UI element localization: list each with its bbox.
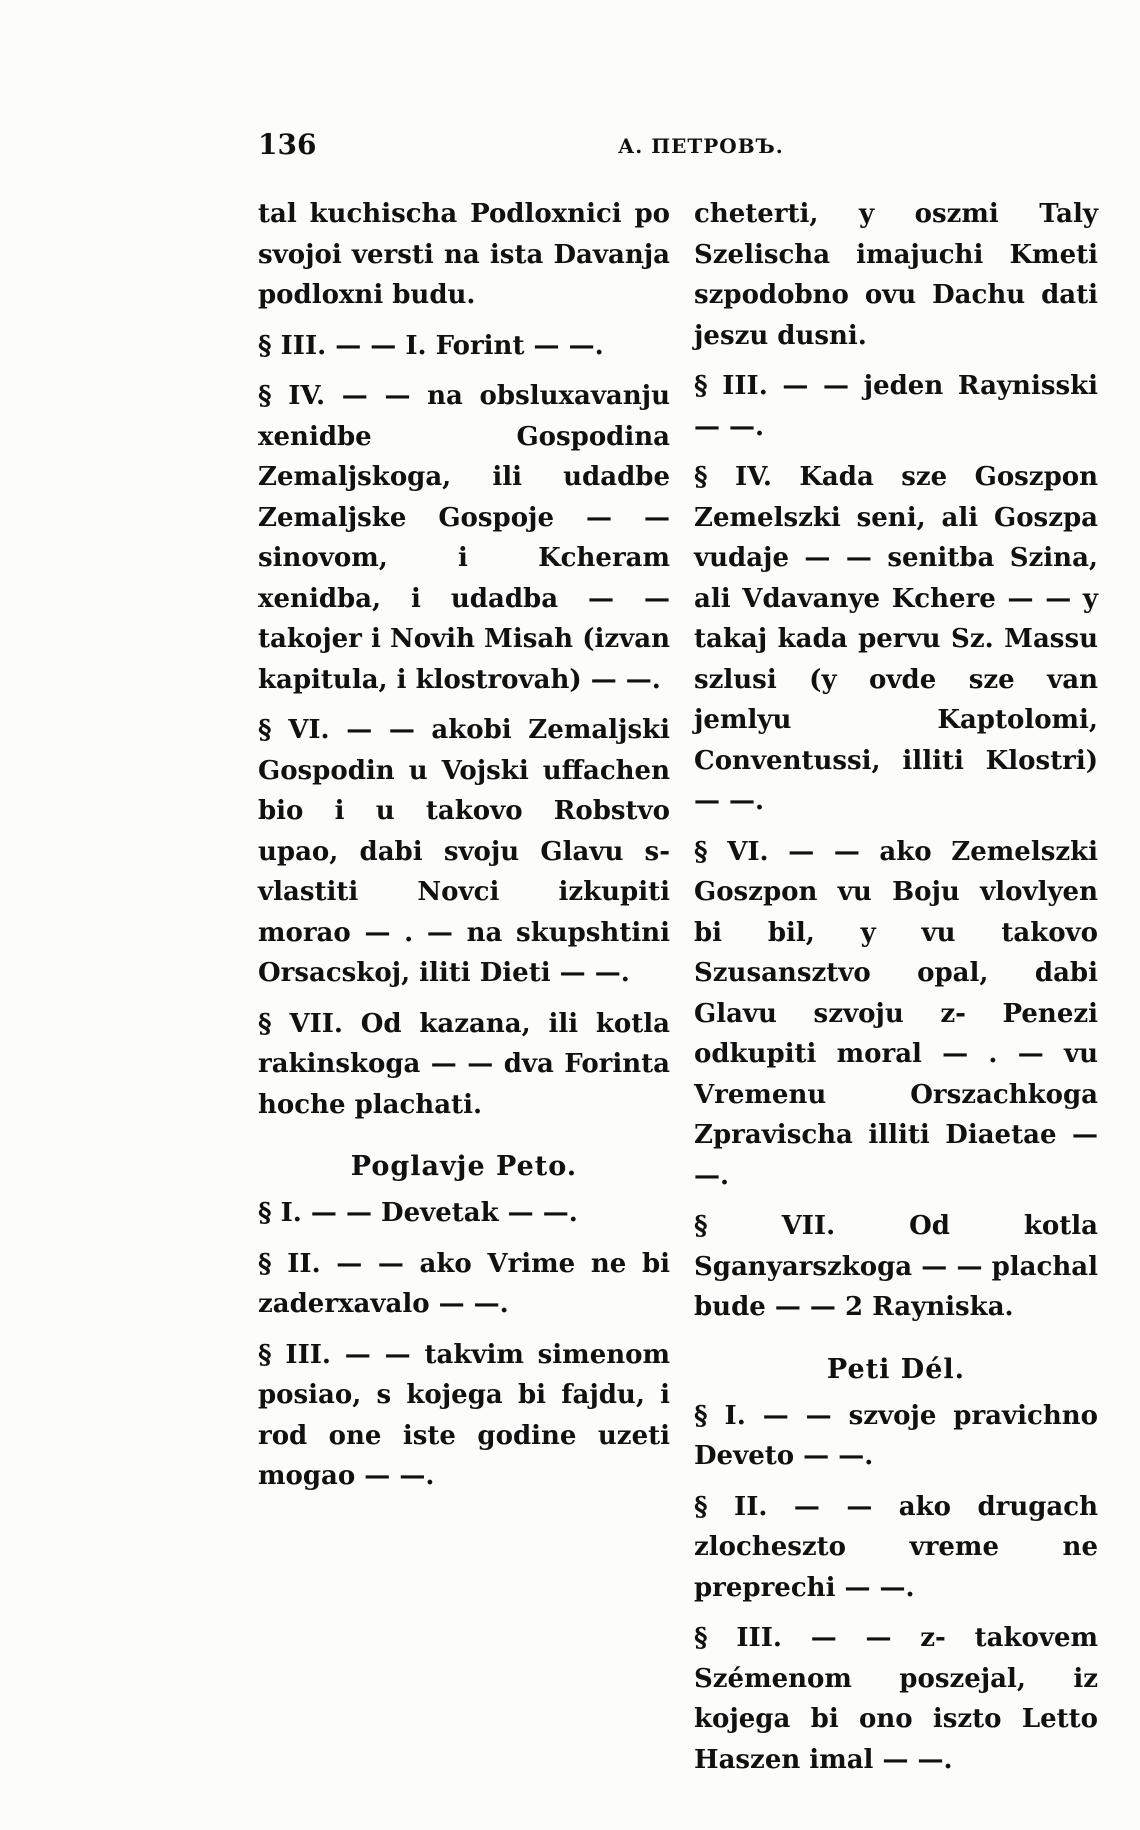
left-paragraph-4: § VI. — — akobi Zemaljski Gospodin u Vojski uffachen bio i u takovo Robstvo upao, dabi svoju Glavu s- vlastiti Novci izkupiti morao — . — na skupshtini Orsacskoj, iliti Dieti — —. <box>258 715 670 988</box>
left-section-heading: Poglavje Peto. <box>350 1151 578 1182</box>
left-column <box>258 194 670 1507</box>
left-paragraph-1: tal kuchischa Podloxnici po svojoi versti na ista Davanja podloxni budu. <box>258 199 670 310</box>
right-paragraph-5: § VII. Od kotla Sganyarszkoga — — plachal bude — — 2 Rayniska. <box>694 1211 1098 1322</box>
left-paragraph-6: § I. — — Devetak — —. <box>258 1198 578 1228</box>
page-header <box>258 128 798 168</box>
right-paragraph-3: § IV. Kada sze Goszpon Zemelszki seni, ali Goszpa vudaje — — senitba Szina, ali Vdavanye Kchere — — y takaj kada pervu Sz. Massu szlusi (y ovde sze van jemlyu Kaptolomi, Conventussi, illiti Klostri) — —. <box>694 462 1098 816</box>
right-paragraph-6: § I. — — szvoje pravichno Deveto — —. <box>694 1400 1098 1471</box>
page-number: 136 <box>258 128 317 161</box>
left-paragraph-5: § VII. Od kazana, ili kotla rakinskoga — — dva Forinta hoche plachati. <box>258 1008 670 1120</box>
running-title: А. ПЕТРОВЪ. <box>618 134 784 158</box>
left-paragraph-8: § III. — — takvim simenom posiao, s kojega bi fajdu, i rod one iste godine uzeti mogao — —. <box>258 1339 670 1491</box>
right-section-heading: Peti Dél. <box>826 1353 966 1385</box>
left-paragraph-3: § IV. — — na obsluxavanju xenidbe Gospodina Zemaljskoga, ili udadbe Zemaljske Gospoje — — sinovom, i Kcheram xenidba, i udadba — — takojer i Novih Misah (izvan kapitula, i klostrovah) — —. <box>258 381 670 695</box>
right-paragraph-1: cheterti, y oszmi Taly Szelischa imajuchi Kmeti szpodobno ovu Dachu dati jeszu dusni. <box>694 199 1098 351</box>
right-paragraph-8: § III. — — z- takovem Szémenom poszejal, iz kojega bi ono iszto Letto Haszen imal — —. <box>694 1623 1098 1775</box>
right-paragraph-2: § III. — — jeden Raynisski — —. <box>694 371 1098 442</box>
right-paragraph-7: § II. — — ako drugach zlocheszto vreme ne preprechi — —. <box>694 1491 1098 1603</box>
left-paragraph-2: § III. — — I. Forint — —. <box>258 330 604 361</box>
left-paragraph-7: § II. — — ako Vrime ne bi zaderxavalo — —. <box>258 1248 670 1319</box>
right-column <box>694 194 1098 1790</box>
right-paragraph-4: § VI. — — ako Zemelszki Goszpon vu Boju vlovlyen bi bil, y vu takovo Szusansztvo opal, dabi Glavu szvoju z- Penezi odkupiti moral — . — vu Vremenu Orszachkoga Zpravischa illiti Diaetae — —. <box>694 836 1098 1191</box>
